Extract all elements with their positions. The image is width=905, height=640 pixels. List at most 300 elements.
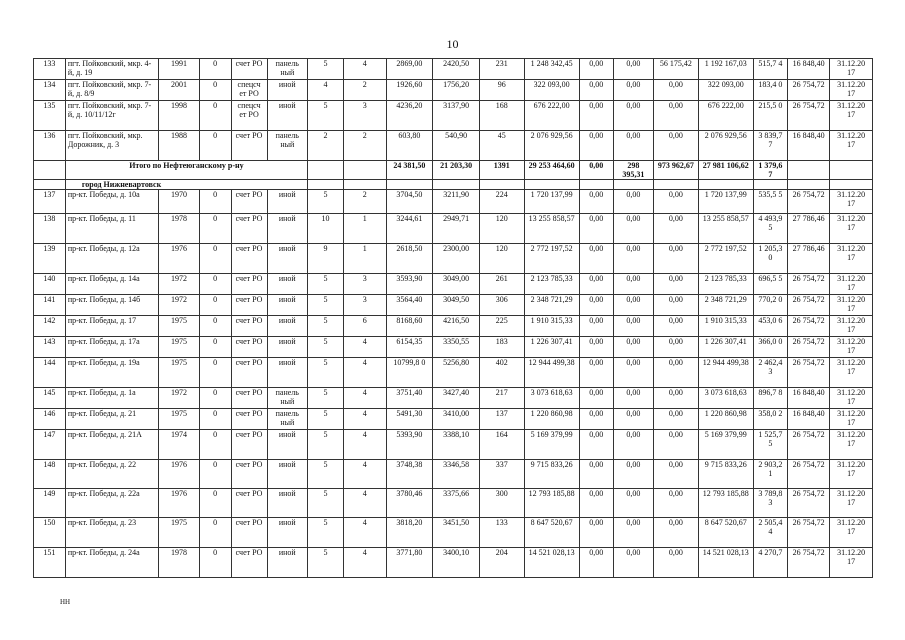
floors: 9 — [307, 244, 343, 274]
address: пр-кт. Победы, д. 1а — [65, 388, 158, 409]
area-living: 3451,50 — [433, 518, 480, 548]
address: пгт. Пойковский, мкр. 4-й, д. 19 — [65, 59, 158, 80]
area-total: 6154,35 — [386, 337, 433, 358]
fund-3: 0,00 — [654, 548, 699, 578]
area-total: 5393,90 — [386, 430, 433, 460]
fund-4: 14 521 028,13 — [698, 548, 753, 578]
year-built: 1972 — [159, 274, 199, 295]
account-type: счет РО — [231, 409, 267, 430]
fund-2: 0,00 — [613, 388, 653, 409]
fund-2: 0,00 — [613, 274, 653, 295]
total-row — [34, 161, 873, 180]
fund-4: 676 222,00 — [698, 101, 753, 131]
residents: 337 — [479, 460, 524, 489]
entrances: 2 — [344, 190, 386, 214]
table-row — [34, 244, 873, 274]
residents: 306 — [479, 295, 524, 316]
year-built: 2001 — [159, 80, 199, 101]
address: пр-кт. Победы, д. 19а — [65, 358, 158, 388]
cost: 13 255 858,57 — [524, 214, 579, 244]
floors: 5 — [307, 548, 343, 578]
area-living: 5256,80 — [433, 358, 480, 388]
col-zero: 0 — [199, 548, 231, 578]
floors: 5 — [307, 388, 343, 409]
fund-1: 0,00 — [579, 409, 613, 430]
cost: 2 076 929,56 — [524, 131, 579, 161]
floors: 2 — [307, 131, 343, 161]
deadline: 31.12.20 17 — [830, 518, 873, 548]
residents: 45 — [479, 131, 524, 161]
specific-cost: 366,0 0 — [753, 337, 787, 358]
address: пр-кт. Победы, д. 21А — [65, 430, 158, 460]
wall-material: иной — [267, 190, 307, 214]
fund-2: 0,00 — [613, 518, 653, 548]
row-number: 147 — [34, 430, 66, 460]
row-number: 139 — [34, 244, 66, 274]
cost: 322 093,00 — [524, 80, 579, 101]
fund-3: 0,00 — [654, 244, 699, 274]
cost: 3 073 618,63 — [524, 388, 579, 409]
fund-2: 0,00 — [613, 131, 653, 161]
row-number: 150 — [34, 518, 66, 548]
address: пр-кт. Победы, д. 10а — [65, 190, 158, 214]
cost: 9 715 833,26 — [524, 460, 579, 489]
row-number: 136 — [34, 131, 66, 161]
entrances: 4 — [344, 358, 386, 388]
max-cost: 26 754,72 — [787, 460, 829, 489]
entrances: 4 — [344, 518, 386, 548]
area-living: 3137,90 — [433, 101, 480, 131]
wall-material: панель ный — [267, 131, 307, 161]
row-number: 143 — [34, 337, 66, 358]
max-cost: 26 754,72 — [787, 80, 829, 101]
wall-material: иной — [267, 101, 307, 131]
area-living: 2949,71 — [433, 214, 480, 244]
fund-2: 0,00 — [613, 190, 653, 214]
fund-4: 3 073 618,63 — [698, 388, 753, 409]
table-row — [34, 214, 873, 244]
row-number: 141 — [34, 295, 66, 316]
area-living: 2300,00 — [433, 244, 480, 274]
table-row — [34, 460, 873, 489]
max-cost: 26 754,72 — [787, 430, 829, 460]
fund-4: 2 076 929,56 — [698, 131, 753, 161]
cost: 1 248 342,45 — [524, 59, 579, 80]
fund-1: 0,00 — [579, 101, 613, 131]
wall-material: иной — [267, 518, 307, 548]
fund-3: 0,00 — [654, 489, 699, 518]
account-type: счет РО — [231, 388, 267, 409]
fund-4: 2 348 721,29 — [698, 295, 753, 316]
fund-4: 9 715 833,26 — [698, 460, 753, 489]
deadline: 31.12.20 17 — [830, 388, 873, 409]
account-type: счет РО — [231, 274, 267, 295]
row-number: 135 — [34, 101, 66, 131]
row-number: 151 — [34, 548, 66, 578]
fund-2: 0,00 — [613, 548, 653, 578]
area-living: 540,90 — [433, 131, 480, 161]
year-built: 1976 — [159, 489, 199, 518]
account-type: счет РО — [231, 316, 267, 337]
address: пгт. Пойковский, мкр. Дорожник, д. 3 — [65, 131, 158, 161]
total-fund-1: 0,00 — [579, 161, 613, 180]
table-row — [34, 295, 873, 316]
fund-3: 0,00 — [654, 409, 699, 430]
total-cost: 29 253 464,60 — [524, 161, 579, 180]
wall-material: иной — [267, 80, 307, 101]
account-type: счет РО — [231, 489, 267, 518]
residents: 224 — [479, 190, 524, 214]
residents: 137 — [479, 409, 524, 430]
fund-3: 0,00 — [654, 274, 699, 295]
residents: 225 — [479, 316, 524, 337]
table-row — [34, 518, 873, 548]
fund-2: 0,00 — [613, 101, 653, 131]
account-type: счет РО — [231, 59, 267, 80]
area-total: 3780,46 — [386, 489, 433, 518]
row-number: 144 — [34, 358, 66, 388]
total-specific-cost: 1 379,6 7 — [753, 161, 787, 180]
entrances: 2 — [344, 80, 386, 101]
row-number: 148 — [34, 460, 66, 489]
row-number: 137 — [34, 190, 66, 214]
wall-material: панель ный — [267, 388, 307, 409]
col-zero: 0 — [199, 214, 231, 244]
floors: 5 — [307, 101, 343, 131]
table-row — [34, 430, 873, 460]
housing-table — [33, 58, 873, 578]
area-living: 3350,55 — [433, 337, 480, 358]
max-cost: 26 754,72 — [787, 101, 829, 131]
year-built: 1976 — [159, 460, 199, 489]
area-total: 10799,8 0 — [386, 358, 433, 388]
wall-material: иной — [267, 358, 307, 388]
row-number: 133 — [34, 59, 66, 80]
residents: 133 — [479, 518, 524, 548]
deadline: 31.12.20 17 — [830, 80, 873, 101]
area-total: 3564,40 — [386, 295, 433, 316]
address: пр-кт. Победы, д. 14а — [65, 274, 158, 295]
year-built: 1975 — [159, 316, 199, 337]
specific-cost: 1 525,7 5 — [753, 430, 787, 460]
table-row — [34, 548, 873, 578]
specific-cost: 4 270,7 — [753, 548, 787, 578]
area-living: 3388,10 — [433, 430, 480, 460]
deadline: 31.12.20 17 — [830, 190, 873, 214]
fund-1: 0,00 — [579, 80, 613, 101]
area-total: 5491,30 — [386, 409, 433, 430]
max-cost: 26 754,72 — [787, 548, 829, 578]
col-zero: 0 — [199, 295, 231, 316]
max-cost: 27 786,46 — [787, 244, 829, 274]
account-type: счет РО — [231, 214, 267, 244]
total-label: Итого по Нефтеюганскому р-ну — [65, 161, 307, 180]
entrances: 3 — [344, 295, 386, 316]
fund-4: 5 169 379,99 — [698, 430, 753, 460]
wall-material: иной — [267, 295, 307, 316]
specific-cost: 3 789,8 3 — [753, 489, 787, 518]
account-type: счет РО — [231, 358, 267, 388]
area-total: 3593,90 — [386, 274, 433, 295]
fund-1: 0,00 — [579, 131, 613, 161]
col-zero: 0 — [199, 337, 231, 358]
col-zero: 0 — [199, 489, 231, 518]
area-total: 4236,20 — [386, 101, 433, 131]
fund-1: 0,00 — [579, 518, 613, 548]
table-row — [34, 80, 873, 101]
address: пр-кт. Победы, д. 17а — [65, 337, 158, 358]
address: пр-кт. Победы, д. 22 — [65, 460, 158, 489]
specific-cost: 535,5 5 — [753, 190, 787, 214]
fund-3: 0,00 — [654, 337, 699, 358]
entrances: 6 — [344, 316, 386, 337]
fund-2: 0,00 — [613, 244, 653, 274]
year-built: 1975 — [159, 337, 199, 358]
total-area-total: 24 381,50 — [386, 161, 433, 180]
fund-3: 56 175,42 — [654, 59, 699, 80]
wall-material: иной — [267, 244, 307, 274]
max-cost: 26 754,72 — [787, 337, 829, 358]
row-number: 145 — [34, 388, 66, 409]
area-living: 3400,10 — [433, 548, 480, 578]
fund-1: 0,00 — [579, 430, 613, 460]
specific-cost: 2 903,2 1 — [753, 460, 787, 489]
entrances: 4 — [344, 59, 386, 80]
floors: 5 — [307, 518, 343, 548]
deadline: 31.12.20 17 — [830, 548, 873, 578]
address: пр-кт. Победы, д. 17 — [65, 316, 158, 337]
fund-3: 0,00 — [654, 430, 699, 460]
max-cost: 16 848,40 — [787, 59, 829, 80]
entrances: 3 — [344, 101, 386, 131]
fund-4: 13 255 858,57 — [698, 214, 753, 244]
area-total: 3704,50 — [386, 190, 433, 214]
fund-1: 0,00 — [579, 337, 613, 358]
fund-2: 0,00 — [613, 214, 653, 244]
year-built: 1972 — [159, 388, 199, 409]
floors: 5 — [307, 59, 343, 80]
fund-2: 0,00 — [613, 295, 653, 316]
year-built: 1998 — [159, 101, 199, 131]
table-row — [34, 409, 873, 430]
year-built: 1974 — [159, 430, 199, 460]
deadline: 31.12.20 17 — [830, 214, 873, 244]
fund-3: 0,00 — [654, 316, 699, 337]
account-type: счет РО — [231, 548, 267, 578]
wall-material: иной — [267, 214, 307, 244]
floors: 10 — [307, 214, 343, 244]
floors: 5 — [307, 489, 343, 518]
max-cost: 26 754,72 — [787, 518, 829, 548]
account-type: счет РО — [231, 190, 267, 214]
year-built: 1978 — [159, 214, 199, 244]
year-built: 1975 — [159, 358, 199, 388]
total-residents: 1391 — [479, 161, 524, 180]
wall-material: иной — [267, 460, 307, 489]
area-total: 3818,20 — [386, 518, 433, 548]
page-number: 10 — [446, 37, 459, 51]
year-built: 1976 — [159, 244, 199, 274]
wall-material: иной — [267, 274, 307, 295]
max-cost: 16 848,40 — [787, 409, 829, 430]
specific-cost: 515,7 4 — [753, 59, 787, 80]
account-type: счет РО — [231, 518, 267, 548]
fund-3: 0,00 — [654, 80, 699, 101]
year-built: 1978 — [159, 548, 199, 578]
area-living: 4216,50 — [433, 316, 480, 337]
area-total: 3771,80 — [386, 548, 433, 578]
fund-2: 0,00 — [613, 337, 653, 358]
entrances: 2 — [344, 131, 386, 161]
row-number: 142 — [34, 316, 66, 337]
floors: 5 — [307, 358, 343, 388]
table-row — [34, 489, 873, 518]
deadline: 31.12.20 17 — [830, 409, 873, 430]
table-row — [34, 59, 873, 80]
fund-1: 0,00 — [579, 358, 613, 388]
deadline: 31.12.20 17 — [830, 244, 873, 274]
area-total: 3751,40 — [386, 388, 433, 409]
fund-4: 12 793 185,88 — [698, 489, 753, 518]
fund-4: 2 123 785,33 — [698, 274, 753, 295]
wall-material: панель ный — [267, 59, 307, 80]
area-total: 3244,61 — [386, 214, 433, 244]
floors: 4 — [307, 80, 343, 101]
fund-2: 0,00 — [613, 80, 653, 101]
area-total: 3748,38 — [386, 460, 433, 489]
specific-cost: 183,4 0 — [753, 80, 787, 101]
year-built: 1972 — [159, 295, 199, 316]
floors: 5 — [307, 190, 343, 214]
fund-3: 0,00 — [654, 518, 699, 548]
fund-4: 322 093,00 — [698, 80, 753, 101]
max-cost: 16 848,40 — [787, 388, 829, 409]
row-number: 138 — [34, 214, 66, 244]
cost: 1 226 307,41 — [524, 337, 579, 358]
address: пр-кт. Победы, д. 12а — [65, 244, 158, 274]
fund-4: 1 720 137,99 — [698, 190, 753, 214]
year-built: 1975 — [159, 518, 199, 548]
col-zero: 0 — [199, 358, 231, 388]
specific-cost: 770,2 0 — [753, 295, 787, 316]
col-zero: 0 — [199, 101, 231, 131]
col-zero: 0 — [199, 131, 231, 161]
table-row — [34, 190, 873, 214]
fund-3: 0,00 — [654, 101, 699, 131]
max-cost: 26 754,72 — [787, 295, 829, 316]
max-cost: 26 754,72 — [787, 274, 829, 295]
specific-cost: 4 493,9 5 — [753, 214, 787, 244]
cost: 5 169 379,99 — [524, 430, 579, 460]
area-living: 3427,40 — [433, 388, 480, 409]
address: пр-кт. Победы, д. 14б — [65, 295, 158, 316]
table-row — [34, 274, 873, 295]
account-type: счет РО — [231, 430, 267, 460]
fund-4: 1 192 167,03 — [698, 59, 753, 80]
cost: 2 123 785,33 — [524, 274, 579, 295]
section-row — [34, 180, 873, 190]
floors: 5 — [307, 274, 343, 295]
col-zero: 0 — [199, 388, 231, 409]
deadline: 31.12.20 17 — [830, 358, 873, 388]
specific-cost: 2 505,4 4 — [753, 518, 787, 548]
entrances: 4 — [344, 430, 386, 460]
residents: 217 — [479, 388, 524, 409]
entrances: 1 — [344, 214, 386, 244]
address: пгт. Пойковский, мкр. 7-й, д. 8/9 — [65, 80, 158, 101]
cost: 2 772 197,52 — [524, 244, 579, 274]
fund-2: 0,00 — [613, 59, 653, 80]
table-row — [34, 316, 873, 337]
wall-material: иной — [267, 489, 307, 518]
fund-2: 0,00 — [613, 409, 653, 430]
address: пгт. Пойковский, мкр. 7-й, д. 10/11/12г — [65, 101, 158, 131]
table-row — [34, 358, 873, 388]
fund-2: 0,00 — [613, 316, 653, 337]
col-zero: 0 — [199, 430, 231, 460]
deadline: 31.12.20 17 — [830, 337, 873, 358]
entrances: 4 — [344, 489, 386, 518]
account-type: счет РО — [231, 295, 267, 316]
area-total: 2618,50 — [386, 244, 433, 274]
account-type: спецсч ет РО — [231, 101, 267, 131]
max-cost: 26 754,72 — [787, 358, 829, 388]
fund-1: 0,00 — [579, 244, 613, 274]
fund-3: 0,00 — [654, 214, 699, 244]
entrances: 4 — [344, 388, 386, 409]
table-row — [34, 101, 873, 131]
wall-material: иной — [267, 316, 307, 337]
floors: 5 — [307, 337, 343, 358]
residents: 231 — [479, 59, 524, 80]
fund-4: 1 226 307,41 — [698, 337, 753, 358]
entrances: 4 — [344, 337, 386, 358]
floors: 5 — [307, 409, 343, 430]
deadline: 31.12.20 17 — [830, 295, 873, 316]
max-cost: 27 786,46 — [787, 214, 829, 244]
account-type: счет РО — [231, 337, 267, 358]
fund-1: 0,00 — [579, 295, 613, 316]
area-living: 3049,00 — [433, 274, 480, 295]
fund-3: 0,00 — [654, 295, 699, 316]
residents: 204 — [479, 548, 524, 578]
address: пр-кт. Победы, д. 24а — [65, 548, 158, 578]
address: пр-кт. Победы, д. 22а — [65, 489, 158, 518]
deadline: 31.12.20 17 — [830, 131, 873, 161]
cost: 676 222,00 — [524, 101, 579, 131]
fund-3: 0,00 — [654, 460, 699, 489]
area-living: 3410,00 — [433, 409, 480, 430]
fund-1: 0,00 — [579, 214, 613, 244]
area-total: 8168,60 — [386, 316, 433, 337]
residents: 300 — [479, 489, 524, 518]
table-row — [34, 131, 873, 161]
deadline: 31.12.20 17 — [830, 274, 873, 295]
account-type: счет РО — [231, 460, 267, 489]
area-living: 1756,20 — [433, 80, 480, 101]
fund-4: 1 910 315,33 — [698, 316, 753, 337]
table-row — [34, 337, 873, 358]
entrances: 4 — [344, 460, 386, 489]
specific-cost: 896,7 8 — [753, 388, 787, 409]
fund-4: 2 772 197,52 — [698, 244, 753, 274]
fund-1: 0,00 — [579, 548, 613, 578]
row-number: 149 — [34, 489, 66, 518]
fund-1: 0,00 — [579, 274, 613, 295]
specific-cost: 453,0 6 — [753, 316, 787, 337]
year-built: 1970 — [159, 190, 199, 214]
col-zero: 0 — [199, 409, 231, 430]
